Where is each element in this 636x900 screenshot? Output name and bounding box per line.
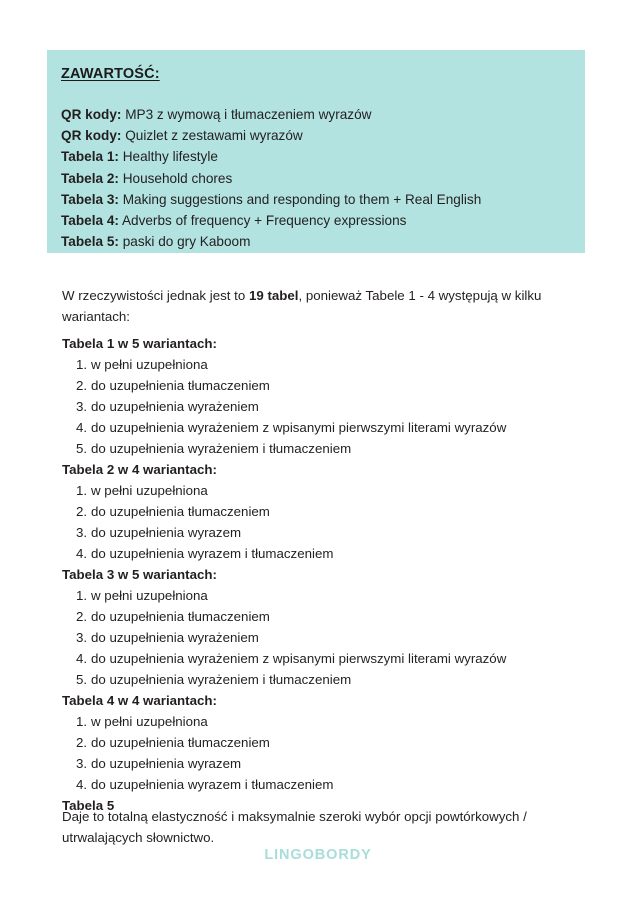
variant-list-item-number: 2. (76, 735, 88, 750)
variant-list-item-text: w pełni uzupełniona (91, 588, 208, 603)
variant-list-item-number: 3. (76, 399, 88, 414)
variant-list-item-number: 3. (76, 525, 88, 540)
variant-list-item-number: 2. (76, 378, 88, 393)
intro-paragraph (62, 285, 572, 327)
variant-list-item (62, 711, 582, 732)
content-box-item-label: Tabela 3: (61, 191, 119, 207)
variant-list-item-text: do uzupełnienia wyrazem (91, 756, 242, 771)
content-box-item-label: Tabela 5: (61, 234, 119, 250)
variant-list-item (62, 522, 582, 543)
variant-list-item-number: 1. (76, 588, 88, 603)
variant-list-item-text: do uzupełnienia tłumaczeniem (91, 504, 270, 519)
variant-list-item (62, 543, 582, 564)
content-box-item (61, 231, 585, 252)
variant-list-item-number: 4. (76, 546, 88, 561)
variant-list-item-text: w pełni uzupełniona (91, 714, 208, 729)
variant-group-title: Tabela 1 w 5 wariantach: (62, 336, 217, 351)
content-box-item (61, 210, 585, 231)
variant-list-item (62, 438, 582, 459)
variant-list-item-number: 4. (76, 777, 88, 792)
variant-list-item (62, 774, 582, 795)
variant-list-item-text: do uzupełnienia tłumaczeniem (91, 735, 270, 750)
content-box-item-label: Tabela 2: (61, 170, 119, 186)
outro-paragraph: Daje to totalną elastyczność i maksymalnie szeroki wybór opcji powtórkowych / utrwalających słownictwo. (62, 809, 527, 846)
content-box-item-text: Household chores (118, 170, 233, 186)
variant-group-title: Tabela 4 w 4 wariantach: (62, 693, 217, 708)
variant-list-item-number: 4. (76, 651, 88, 666)
variant-list-item-number: 5. (76, 672, 88, 687)
content-box-item-label: Tabela 4: (61, 213, 119, 229)
variant-list-item (62, 753, 582, 774)
variant-list-item (62, 606, 582, 627)
content-box-item (61, 104, 585, 125)
content-box-list (61, 104, 585, 252)
variant-list-item-number: 2. (76, 504, 88, 519)
content-box-item-label: QR kody: (61, 107, 122, 122)
content-box-item (61, 125, 585, 146)
content-box-item-text: Making suggestions and responding to them + Real English (118, 191, 482, 207)
variant-list-item (62, 669, 582, 690)
variant-list-item-text: do uzupełnienia tłumaczeniem (91, 378, 270, 393)
variant-list-item-text: do uzupełnienia tłumaczeniem (91, 609, 270, 624)
variant-list-item-text: do uzupełnienia wyrazem (91, 525, 242, 540)
variant-list-item-text: do uzupełnienia wyrażeniem (91, 399, 259, 414)
variant-list-item (62, 396, 582, 417)
variant-list-item-number: 3. (76, 630, 88, 645)
variant-list-item-number: 2. (76, 609, 88, 624)
variant-list-item-text: w pełni uzupełniona (91, 357, 208, 372)
variant-list-item-number: 3. (76, 756, 88, 771)
variant-list-item-text: do uzupełnienia wyrażeniem i tłumaczeniem (91, 441, 352, 456)
variant-list-item (62, 732, 582, 753)
variant-list-item (62, 585, 582, 606)
variant-group-title: Tabela 5 (62, 798, 115, 813)
variant-list-item-number: 1. (76, 483, 88, 498)
content-box-item-text: Adverbs of frequency + Frequency expressions (118, 213, 407, 229)
variant-list-item (62, 480, 582, 501)
content-box-item-text: Quizlet z zestawami wyrazów (121, 128, 303, 144)
variant-group-title: Tabela 3 w 5 wariantach: (62, 567, 217, 582)
variant-list-item (62, 417, 582, 438)
variant-list-item-text: do uzupełnienia wyrazem i tłumaczeniem (91, 777, 334, 792)
variant-group-list (62, 585, 582, 690)
variant-list-item (62, 354, 582, 375)
content-box-title: ZAWARTOŚĆ: (61, 66, 160, 82)
content-box-item-text: paski do gry Kaboom (118, 234, 251, 250)
variant-list-item-text: do uzupełnienia wyrażeniem i tłumaczeniem (91, 672, 352, 687)
content-summary-box (47, 50, 585, 253)
content-box-item-text: MP3 z wymową i tłumaczeniem wyrazów (121, 107, 372, 122)
variant-list-item-text: w pełni uzupełniona (91, 483, 208, 498)
content-box-item-text: Healthy lifestyle (118, 149, 218, 165)
variant-list-item-number: 5. (76, 441, 88, 456)
variants-section (62, 333, 582, 816)
content-box-item-label: Tabela 1: (61, 149, 119, 165)
variant-group-list (62, 480, 582, 564)
variant-list-item (62, 375, 582, 396)
intro-text-before: W rzeczywistości jednak jest to (62, 288, 249, 304)
variant-group-title: Tabela 2 w 4 wariantach: (62, 462, 217, 477)
variant-list-item-text: do uzupełnienia wyrazem i tłumaczeniem (91, 546, 334, 561)
content-box-item (61, 189, 585, 210)
brand-watermark: LINGOBORDY (264, 847, 372, 863)
content-box-item (61, 168, 585, 189)
variant-list-item-number: 4. (76, 420, 88, 435)
variant-list-item-number: 1. (76, 714, 88, 729)
variant-list-item (62, 501, 582, 522)
variant-list-item-text: do uzupełnienia wyrażeniem z wpisanymi pierwszymi literami wyrazów (91, 420, 507, 435)
content-box-item-label: QR kody: (61, 128, 122, 144)
intro-text-after: , ponieważ Tabele 1 - 4 występują w kilku wariantach: (62, 288, 542, 325)
variant-list-item-text: do uzupełnienia wyrażeniem (91, 630, 259, 645)
variant-list-item-number: 1. (76, 357, 88, 372)
variant-list-item (62, 627, 582, 648)
variant-group-list (62, 711, 582, 795)
content-box-item (61, 146, 585, 167)
variant-group-list (62, 354, 582, 459)
intro-bold-count: 19 tabel (248, 288, 299, 304)
variant-list-item (62, 648, 582, 669)
variant-list-item-text: do uzupełnienia wyrażeniem z wpisanymi pierwszymi literami wyrazów (91, 651, 507, 666)
